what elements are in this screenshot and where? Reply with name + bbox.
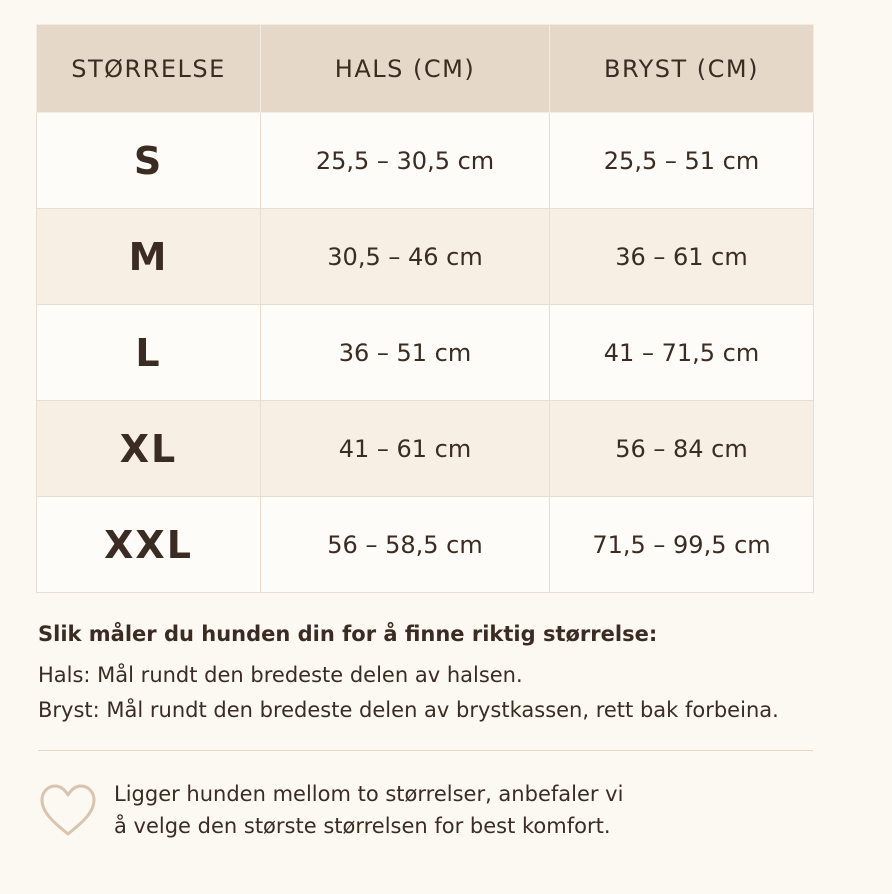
table-header-row (37, 25, 814, 113)
size-chart-table (36, 24, 814, 593)
measuring-instructions (38, 620, 838, 728)
chest-cell: 36 – 61 cm (550, 209, 814, 305)
chest-cell: 56 – 84 cm (550, 401, 814, 497)
tip-line-2: å velge den største størrelsen for best komfort. (114, 814, 611, 838)
size-cell: M (37, 209, 261, 305)
header-chest: BRYST (CM) (550, 25, 814, 113)
tip-text (114, 778, 623, 842)
table-row (37, 401, 814, 497)
neck-instruction: Hals: Mål rundt den bredeste delen av halsen. (38, 663, 523, 687)
table-row (37, 113, 814, 209)
instructions-heading: Slik måler du hunden din for å finne riktig størrelse: (38, 622, 658, 646)
heart-outline-icon (38, 782, 98, 838)
table-row (37, 209, 814, 305)
tip-line-1: Ligger hunden mellom to størrelser, anbefaler vi (114, 782, 624, 806)
table-row (37, 497, 814, 593)
neck-cell: 25,5 – 30,5 cm (261, 113, 550, 209)
chest-instruction: Bryst: Mål rundt den bredeste delen av brystkassen, rett bak forbeina. (38, 698, 779, 722)
sizing-tip (38, 778, 838, 842)
neck-cell: 56 – 58,5 cm (261, 497, 550, 593)
neck-cell: 41 – 61 cm (261, 401, 550, 497)
header-neck: HALS (CM) (261, 25, 550, 113)
size-cell: XXL (37, 497, 261, 593)
size-cell: L (37, 305, 261, 401)
size-cell: S (37, 113, 261, 209)
header-size: STØRRELSE (37, 25, 261, 113)
chest-cell: 71,5 – 99,5 cm (550, 497, 814, 593)
neck-cell: 36 – 51 cm (261, 305, 550, 401)
neck-cell: 30,5 – 46 cm (261, 209, 550, 305)
chest-cell: 41 – 71,5 cm (550, 305, 814, 401)
divider (38, 750, 813, 751)
table-row (37, 305, 814, 401)
chest-cell: 25,5 – 51 cm (550, 113, 814, 209)
size-cell: XL (37, 401, 261, 497)
